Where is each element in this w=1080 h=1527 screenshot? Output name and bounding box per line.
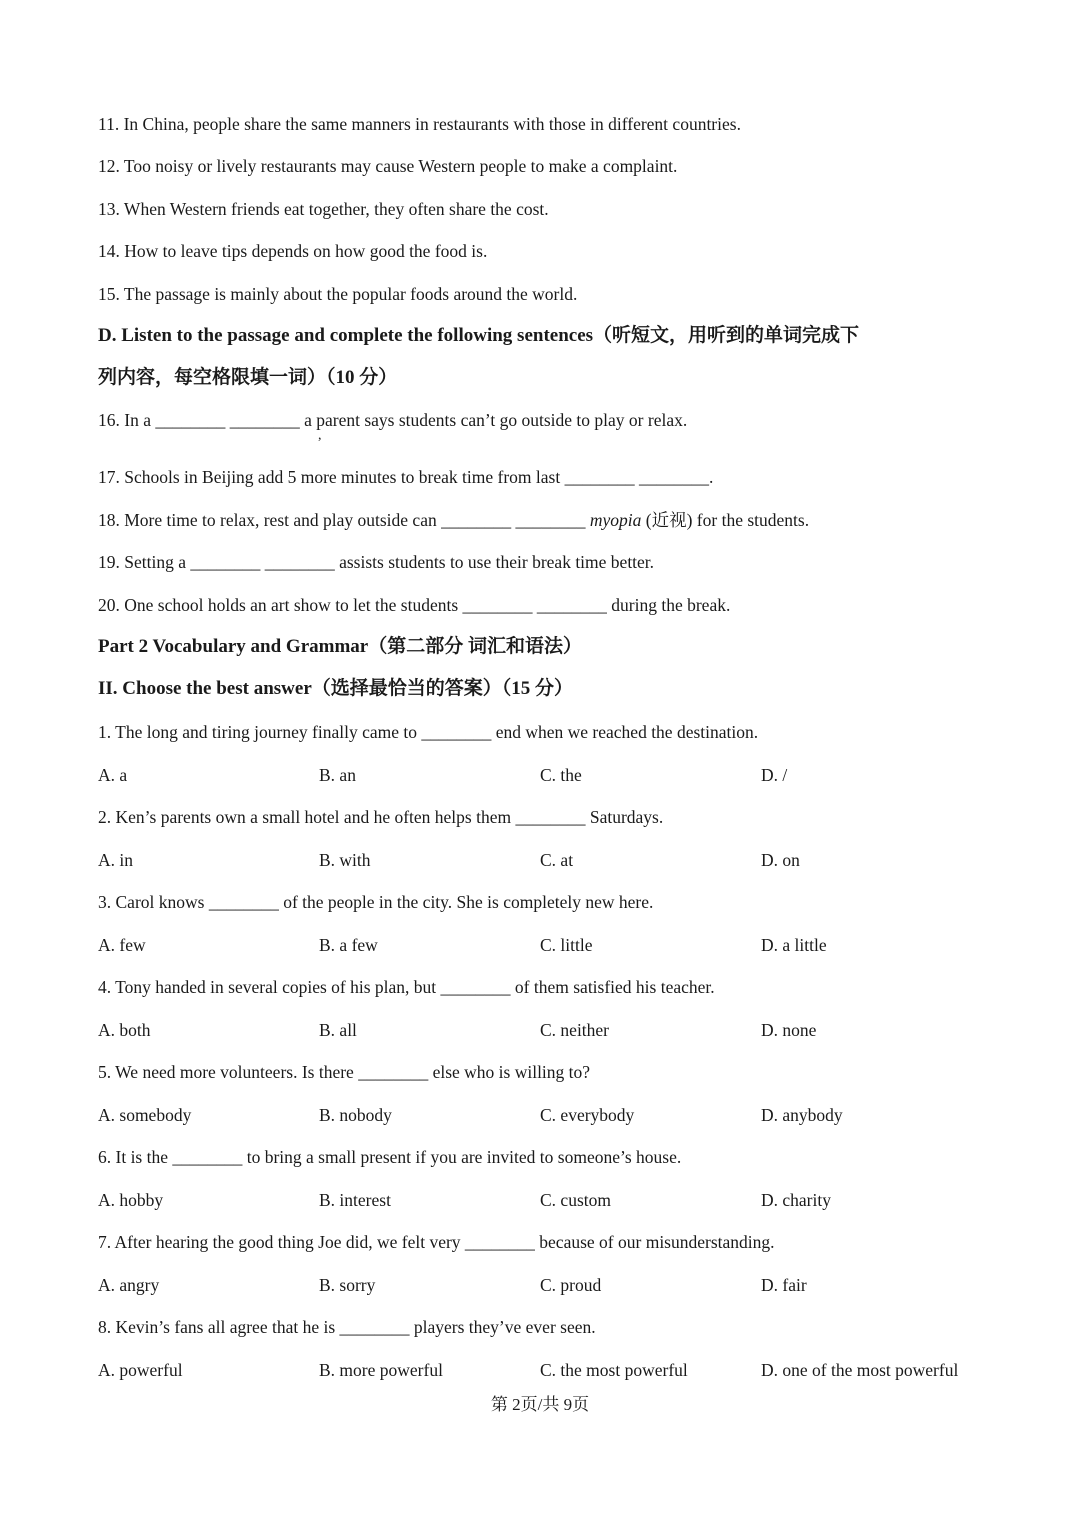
option-4c: C. neither bbox=[540, 1020, 610, 1040]
question-4: 4. Tony handed in several copies of his plan, but ________ of them satisfied his teacher. bbox=[98, 977, 715, 997]
option-8a: A. powerful bbox=[98, 1360, 183, 1380]
fill-blank-19: 19. Setting a ________ ________ assists students to use their break time better. bbox=[98, 552, 655, 572]
section-d-heading-line2: 列内容，每空格限填一词）（10 分） bbox=[98, 367, 398, 388]
fill-blank-18-post: (近视) for the students. bbox=[641, 510, 810, 530]
part2-subheading: II. Choose the best answer（选择最恰当的答案）（15 分） bbox=[98, 678, 574, 699]
option-4b: B. all bbox=[319, 1020, 357, 1040]
option-6a: A. hobby bbox=[98, 1190, 164, 1210]
statement-14: 14. How to leave tips depends on how good the food is. bbox=[98, 241, 488, 261]
option-2b: B. with bbox=[319, 850, 371, 870]
fill-blank-18 bbox=[98, 509, 809, 531]
option-1c: C. the bbox=[540, 765, 582, 785]
option-2c: C. at bbox=[540, 850, 574, 870]
option-4d: D. none bbox=[761, 1020, 817, 1040]
fill-blank-17: 17. Schools in Beijing add 5 more minutes to break time from last ________ ________. bbox=[98, 467, 714, 487]
option-5b: B. nobody bbox=[319, 1105, 392, 1125]
fill-blank-18-italic: myopia bbox=[589, 510, 642, 530]
option-6d: D. charity bbox=[761, 1190, 831, 1210]
option-3b: B. a few bbox=[319, 935, 378, 955]
option-8d: D. one of the most powerful bbox=[761, 1360, 959, 1380]
option-6c: C. custom bbox=[540, 1190, 611, 1210]
option-7b: B. sorry bbox=[319, 1275, 376, 1295]
option-2a: A. in bbox=[98, 850, 133, 870]
option-4a: A. both bbox=[98, 1020, 151, 1040]
option-3a: A. few bbox=[98, 935, 146, 955]
option-7a: A. angry bbox=[98, 1275, 160, 1295]
question-6: 6. It is the ________ to bring a small present if you are invited to someone’s house. bbox=[98, 1147, 682, 1167]
page-number: 第 2页/共 9页 bbox=[490, 1395, 590, 1414]
statement-15: 15. The passage is mainly about the popular foods around the world. bbox=[98, 284, 578, 304]
option-7c: C. proud bbox=[540, 1275, 602, 1295]
option-7d: D. fair bbox=[761, 1275, 807, 1295]
option-3d: D. a little bbox=[761, 935, 827, 955]
section-d-heading-line1: D. Listen to the passage and complete the following sentences（听短文，用听到的单词完成下 bbox=[98, 325, 860, 346]
question-2: 2. Ken’s parents own a small hotel and he often helps them ________ Saturdays. bbox=[98, 807, 664, 827]
option-3c: C. little bbox=[540, 935, 593, 955]
option-6b: B. interest bbox=[319, 1190, 391, 1210]
fill-blank-18-pre: 18. More time to relax, rest and play outside can ________ ________ bbox=[98, 510, 590, 530]
option-2d: D. on bbox=[761, 850, 800, 870]
question-3: 3. Carol knows ________ of the people in the city. She is completely new here. bbox=[98, 892, 654, 912]
question-1: 1. The long and tiring journey finally came to ________ end when we reached the destination. bbox=[98, 722, 759, 742]
option-5c: C. everybody bbox=[540, 1105, 635, 1125]
fill-blank-16-mark: , bbox=[318, 428, 322, 443]
option-8c: C. the most powerful bbox=[540, 1360, 688, 1380]
fill-blank-20: 20. One school holds an art show to let the students ________ ________ during the break. bbox=[98, 595, 731, 615]
question-7: 7. After hearing the good thing Joe did, we felt very ________ because of our misunderstanding. bbox=[98, 1232, 775, 1252]
statement-13: 13. When Western friends eat together, they often share the cost. bbox=[98, 199, 549, 219]
option-5a: A. somebody bbox=[98, 1105, 192, 1125]
part2-heading: Part 2 Vocabulary and Grammar（第二部分 词汇和语法） bbox=[98, 636, 582, 657]
question-8: 8. Kevin’s fans all agree that he is ________ players they’ve ever seen. bbox=[98, 1317, 596, 1337]
option-8b: B. more powerful bbox=[319, 1360, 443, 1380]
statement-11: 11. In China, people share the same manners in restaurants with those in different countries. bbox=[98, 114, 741, 134]
option-1d: D. / bbox=[761, 765, 788, 785]
option-5d: D. anybody bbox=[761, 1105, 843, 1125]
fill-blank-16: 16. In a ________ ________ a parent says students can’t go outside to play or relax. bbox=[98, 410, 688, 430]
option-1b: B. an bbox=[319, 765, 356, 785]
statement-12: 12. Too noisy or lively restaurants may cause Western people to make a complaint. bbox=[98, 156, 678, 176]
question-5: 5. We need more volunteers. Is there ________ else who is willing to? bbox=[98, 1062, 591, 1082]
option-1a: A. a bbox=[98, 765, 128, 785]
